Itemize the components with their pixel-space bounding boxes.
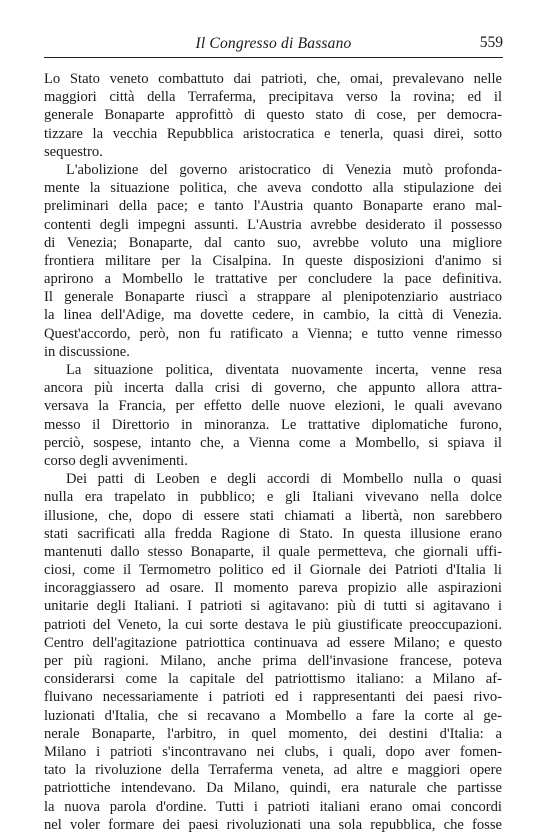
text-line: nel voler formare dei paesi rivoluzionati una sola repubblica, che fosse	[44, 816, 502, 833]
text-line: la nuova parola d'ordine. Tutti i patrioti italiani erano omai concordi	[44, 798, 502, 815]
running-title: Il Congresso di Bassano	[195, 35, 352, 52]
text-line: aprirono a Mombello le trattative per concludere la pace definitiva.	[44, 271, 502, 288]
text-line: Dei patti di Leoben e degli accordi di Mombello nulla o quasi	[66, 471, 502, 488]
text-line: corso degli avvenimenti.	[44, 452, 188, 469]
text-line: incoraggiassero ad osare. Il momento pareva propizio alle aspirazioni	[44, 580, 502, 597]
text-line: Centro dell'agitazione patriottica continuava ad essere Milano; e questo	[44, 634, 502, 651]
page-header	[44, 33, 503, 58]
text-line: nulla era trapelato in pubblico; e gli Italiani vivevano nella dolce	[44, 489, 502, 506]
text-line: Quest'accordo, però, non fu ratificato a Vienna; e tutto venne rimesso	[44, 325, 502, 342]
text-line: la linea dell'Adige, ma dovette cedere, in cambio, la città di Venezia.	[44, 307, 502, 324]
text-line: ciosi, come il Termometro politico ed il Giornale dei Patrioti d'Italia li	[44, 562, 502, 579]
text-line: illusione, che, dopo di essere stati chiamati a libertà, non sarebbero	[44, 507, 502, 524]
text-line: frontiera militare per la Cisalpina. In queste disposizioni d'animo si	[44, 252, 502, 269]
text-line: fluivano necessariamente i patrioti ed i rappresentanti dei paesi rivo-	[44, 689, 502, 706]
text-line: in discussione.	[44, 343, 130, 360]
text-line: perciò, sospese, intanto che, a Vienna come a Mombello, si spiava il	[44, 434, 502, 451]
text-line: Lo Stato veneto combattuto dai patrioti, che, omai, prevalevano nelle	[44, 71, 502, 87]
text-line: contenti degli impegni assunti. L'Austria avrebbe desiderato il possesso	[44, 216, 502, 233]
text-line: tato la rivoluzione della Terraferma veneta, ad altre e maggiori opere	[44, 762, 502, 779]
text-line: messo il Direttorio in minoranza. Le trattative diplomatiche furono,	[44, 416, 502, 433]
text-line: per più ragioni. Milano, anche prima dell'invasione francese, poteva	[44, 653, 502, 669]
text-line: Milano i patrioti s'incontravano nei clubs, i quali, dopo aver fomen-	[44, 743, 502, 760]
text-line: maggiori città della Terraferma, precipitava verso la rovina; ed il	[44, 89, 502, 106]
text-line: La situazione politica, diventata nuovamente incerta, venne resa	[66, 362, 502, 378]
body-text	[44, 70, 502, 834]
text-line: sequestro.	[44, 143, 103, 160]
text-line: patriottiche intendevano. Da Milano, quindi, era naturale che partisse	[44, 780, 502, 797]
text-line: considerarsi come la capitale del patriottismo italiano: a Milano af-	[44, 671, 502, 688]
text-line: nerale Bonaparte, l'arbitro, in quel momento, dei destini d'Italia: a	[44, 725, 502, 742]
text-line: versava la Francia, per effetto delle nuove elezioni, le quali avevano	[44, 398, 502, 415]
text-line: patrioti del Veneto, la cui sorte destava le più giustificate preoccupazioni.	[44, 616, 502, 633]
text-line: ancora più incerta dalla crisi di governo, che appunto allora attra-	[44, 380, 502, 397]
text-line: generale Bonaparte approfittò di questo stato di cose, per democra-	[44, 107, 502, 124]
text-line: stati sacrificati alla fredda Ragione di Stato. In questa illusione erano	[44, 525, 502, 542]
text-line: di Venezia; Bonaparte, dal canto suo, avrebbe voluto una migliore	[44, 234, 502, 251]
text-line: mente la situazione politica, che aveva condotto alla stipulazione dei	[44, 180, 502, 197]
text-line: L'abolizione del governo aristocratico di Venezia mutò profonda-	[66, 161, 502, 178]
text-line: tizzare la vecchia Repubblica aristocratica e tenerla, quasi direi, sotto	[44, 125, 502, 142]
text-line: Il generale Bonaparte riuscì a strappare al plenipotenziario austriaco	[44, 289, 502, 306]
text-line: luzionati d'Italia, che si recavano a Mombello a fare la corte al ge-	[44, 707, 502, 724]
text-line: mantenuti dallo stesso Bonaparte, il quale permetteva, che giornali uffi-	[44, 543, 502, 560]
page-number: 559	[479, 34, 503, 51]
text-line: unitarie degli Italiani. I patrioti si agitavano: più di tutti si agitavano i	[44, 598, 502, 615]
text-line: preliminari della pace; e tanto l'Austria quanto Bonaparte erano mal-	[44, 198, 502, 215]
